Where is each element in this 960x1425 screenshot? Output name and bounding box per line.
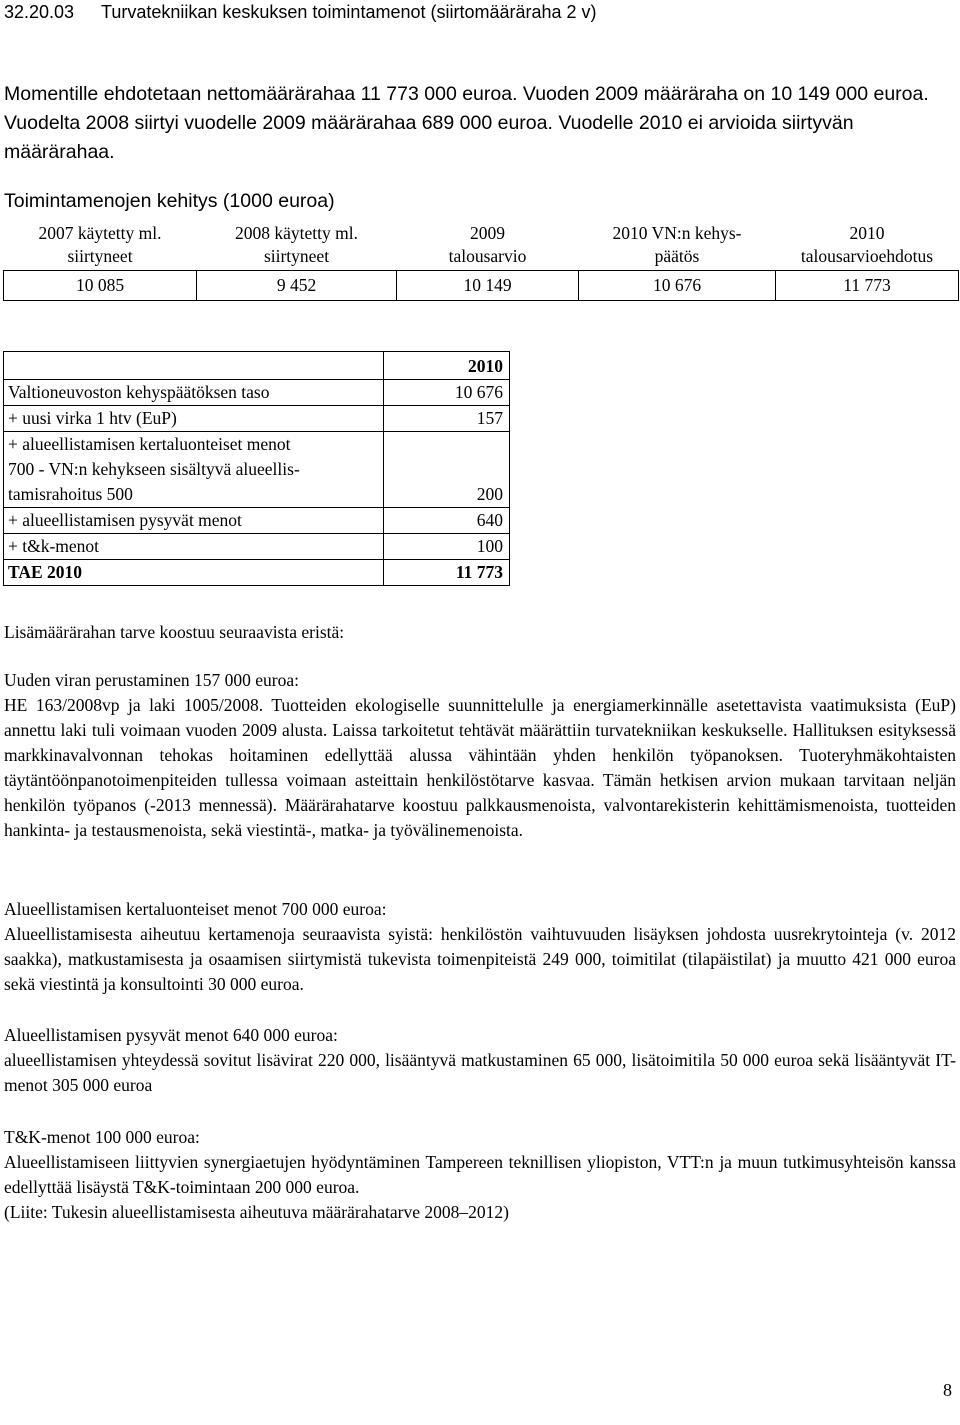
- table2-row-value: 100: [384, 534, 510, 560]
- table1-header-row: [4, 220, 959, 271]
- rnd-costs-section: [4, 1125, 956, 1225]
- one-time-costs-section: [4, 897, 956, 997]
- section-heading: [4, 2, 597, 23]
- rnd-costs-text: Alueellistamiseen liittyvien synergiaetujen hyödyntäminen Tampereen teknillisen yliopiston, VTT:n ja muun tutkimusyhteisön kanssa edellyttää lisäystä T&K-toimintaan 200 000 euroa.: [4, 1152, 956, 1197]
- table2-row-label: + alueellistamisen kertaluonteiset menot 700 - VN:n kehykseen sisältyvä alueellis- tamisrahoitus 500: [4, 432, 384, 508]
- table2-row-label: + uusi virka 1 htv (EuP): [4, 406, 384, 432]
- appendix-note: (Liite: Tukesin alueellistamisesta aiheutuva määrärahatarve 2008–2012): [4, 1202, 509, 1222]
- table2-row-label: + alueellistamisen pysyvät menot: [4, 508, 384, 534]
- table2-row-label: Valtioneuvoston kehyspäätöksen taso: [4, 380, 384, 406]
- table2-row-value: 200: [384, 432, 510, 508]
- table2-header-year: 2010: [384, 352, 510, 380]
- table2-header-empty: [4, 352, 384, 380]
- additional-needs-intro: Lisämäärärahan tarve koostuu seuraavista eristä:: [4, 622, 345, 642]
- table1-header-cell: 2010 talousarvioehdotus: [800, 223, 934, 266]
- table2-row-value: 10 676: [384, 380, 510, 406]
- table1-value-cell: 10 676: [579, 271, 776, 301]
- table1-header-cell: 2010 VN:n kehys- päätös: [612, 223, 742, 266]
- table2-total-label: TAE 2010: [4, 560, 384, 586]
- one-time-costs-text: Alueellistamisesta aiheutuu kertamenoja seuraavista syistä: henkilöstön vaihtuvuuden lisäyksen johdosta uusrekrytointeja (v. 2012 saakka), matkustamisesta ja osaamisen siirtymistä tukevista toimenpiteistä 249 000, toimitilat (tilapäistilat) ja muutto 421 000 euroa sekä viestintä ja konsultointi 30 000 euroa.: [4, 924, 956, 994]
- table2-row: [4, 406, 510, 432]
- permanent-costs-text: alueellistamisen yhteydessä sovitut lisävirat 220 000, lisääntyvä matkustaminen 65 000, lisätoimitila 50 000 euroa sekä lisääntyvät IT-menot 305 000 euroa: [4, 1050, 956, 1095]
- table1-header-cell: 2009 talousarvio: [448, 223, 527, 266]
- new-post-title: Uuden viran perustaminen 157 000 euroa:: [4, 670, 299, 690]
- section-number: 32.20.03: [4, 2, 75, 22]
- table2-row: [4, 508, 510, 534]
- permanent-costs-section: [4, 1023, 956, 1098]
- page-number: 8: [943, 1380, 952, 1400]
- table2-total-row: [4, 560, 510, 586]
- new-post-text: HE 163/2008vp ja laki 1005/2008. Tuotteiden ekologiselle suunnittelulle ja energiamerkinnälle asetettavista vaatimuksista (EuP) annettu laki tuli voimaan vuoden 2009 alusta. Laissa tarkoitetut tehtävät määrättiin turvatekniikan keskukselle. Hallituksen esityksessä markkinavalvonnan tehokas hoitaminen edellyttää alussa vähintään yhden henkilön työpanoksen. Tuoteryhmäkohtaisten täytäntöönpanotoimenpiteiden tullessa voimaan asteittain henkilöstötarve kasvaa. Tämän hetkisen arvion mukaan tarvitaan neljän henkilön työpanos (-2013 mennessä). Määrärahatarve koostuu palkkausmenoista, valvontarekisterin kehittämismenoista, tuotteiden hankinta- ja testausmenoista, sekä viestintä-, matka- ja työvälinemenoista.: [4, 695, 956, 840]
- table1-value-cell: 10 149: [397, 271, 579, 301]
- table2-total-value: 11 773: [384, 560, 510, 586]
- table1-header-cell: 2008 käytetty ml. siirtyneet: [235, 223, 358, 266]
- table2-row: [4, 432, 510, 508]
- new-post-section: [4, 668, 956, 843]
- table1-value-cell: 9 452: [197, 271, 397, 301]
- budget-breakdown-table: [3, 351, 510, 586]
- table1-title: Toimintamenojen kehitys (1000 euroa): [4, 190, 335, 212]
- one-time-costs-title: Alueellistamisen kertaluonteiset menot 700 000 euroa:: [4, 899, 387, 919]
- table2-header-row: [4, 352, 510, 380]
- intro-paragraph: Momentille ehdotetaan nettomäärärahaa 11 773 000 euroa. Vuoden 2009 määräraha on 10 149 000 euroa. Vuodelta 2008 siirtyi vuodelle 2009 määrärahaa 689 000 euroa. Vuodelle 2010 ei arvioida siirtyvän määrärahaa.: [4, 83, 929, 163]
- operating-costs-table: [3, 220, 959, 301]
- permanent-costs-title: Alueellistamisen pysyvät menot 640 000 euroa:: [4, 1025, 338, 1045]
- table2-row: [4, 380, 510, 406]
- table2-row: [4, 534, 510, 560]
- rnd-costs-title: T&K-menot 100 000 euroa:: [4, 1127, 200, 1147]
- table2-row-value: 157: [384, 406, 510, 432]
- table1-value-cell: 10 085: [4, 271, 197, 301]
- table1-value-row: [4, 271, 959, 301]
- table2-row-label: + t&k-menot: [4, 534, 384, 560]
- table1-value-cell: 11 773: [776, 271, 959, 301]
- section-title: Turvatekniikan keskuksen toimintamenot (siirtomääräraha 2 v): [101, 2, 597, 22]
- table1-header-cell: 2007 käytetty ml. siirtyneet: [38, 223, 162, 266]
- table2-row-value: 640: [384, 508, 510, 534]
